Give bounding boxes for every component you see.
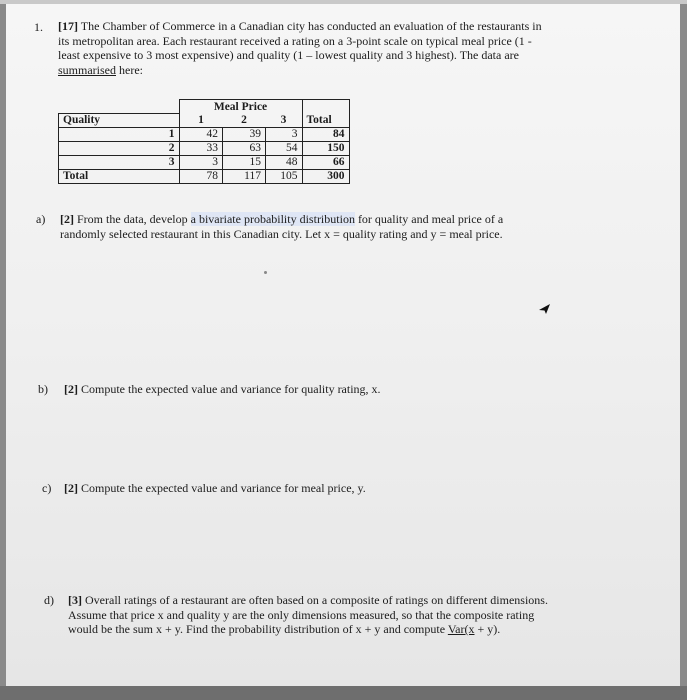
row-total: 84 (302, 127, 349, 141)
grand-total: 300 (302, 169, 349, 183)
table-row (59, 155, 350, 169)
part-a-pre: From the data, develop (74, 212, 191, 226)
part-d-label: d) (44, 593, 54, 607)
cell: 3 (179, 155, 223, 169)
bottom-edge (0, 686, 687, 700)
cell: 48 (266, 155, 303, 169)
quality-header: Quality (59, 113, 180, 127)
question-number: 1. (34, 20, 43, 34)
row-total: 66 (302, 155, 349, 169)
cell: 33 (179, 141, 223, 155)
data-table (58, 99, 350, 184)
part-c-body: Compute the expected value and variance for meal price, y. (78, 481, 366, 495)
cell: 42 (179, 127, 223, 141)
cell: 63 (223, 141, 266, 155)
row-label: 1 (59, 127, 180, 141)
row-label: 2 (59, 141, 180, 155)
part-b-points: [2] (64, 382, 78, 396)
q1-line-1 (58, 19, 618, 34)
cell: 105 (266, 169, 303, 183)
meal-price-header: Meal Price (179, 100, 302, 114)
q1-line-4-rest: here: (116, 62, 143, 77)
part-d-points: [3] (68, 593, 82, 607)
row-label: 3 (59, 155, 180, 169)
highlighted-text: a bivariate probability distribution (190, 212, 355, 226)
price-col-2: 2 (241, 113, 247, 126)
part-a-line-2: randomly selected restaurant in this Canadian city. Let x = quality rating and y = meal price. (60, 226, 503, 241)
part-d-line-1 (68, 593, 628, 608)
part-d-text (68, 593, 628, 637)
part-c-label: c) (42, 481, 52, 495)
q1-line-3: least expensive to 3 most expensive) and quality (1 – lowest quality and 3 highest). The data are (58, 48, 519, 62)
q1-line-4 (58, 63, 618, 78)
part-d-line-3 (68, 622, 628, 637)
cell: 117 (223, 169, 266, 183)
cell: 78 (179, 169, 223, 183)
part-b-body: Compute the expected value and variance for quality rating, x. (78, 382, 381, 396)
part-a-points: [2] (60, 212, 74, 226)
table-row-total (59, 169, 350, 183)
cell: 15 (223, 155, 266, 169)
total-col-header: Total (302, 113, 349, 127)
part-a-text (60, 212, 600, 241)
part-c-points: [2] (64, 481, 78, 495)
price-col-3: 3 (266, 113, 303, 127)
q1-points: [17] (58, 19, 78, 33)
part-d-line-2: Assume that price x and quality y are the only dimensions measured, so that the composite rating (68, 607, 535, 622)
cell: 54 (266, 141, 303, 155)
row-total: 150 (302, 141, 349, 155)
part-b-text (64, 382, 604, 397)
price-col-1: 1 (179, 113, 223, 127)
part-d-line-3-post: + y). (474, 622, 501, 636)
q1-underlined-word: summarised (58, 62, 116, 77)
part-b-label: b) (38, 382, 48, 396)
table-row (59, 141, 350, 155)
part-c-text (64, 481, 604, 496)
question-1-text (58, 19, 618, 77)
part-d-line-1-text: Overall ratings of a restaurant are often based on a composite of ratings on different dimensions. (82, 593, 548, 607)
mouse-cursor-icon (538, 302, 552, 316)
var-underlined: Var(x (447, 622, 475, 636)
part-a-label: a) (36, 212, 46, 226)
table-row (59, 127, 350, 141)
q1-line-2: its metropolitan area. Each restaurant received a rating on a 3-point scale on typical meal price (1 - (58, 33, 532, 48)
q1-line-1-text: The Chamber of Commerce in a Canadian city has conducted an evaluation of the restaurants in (80, 19, 542, 33)
cell: 39 (223, 127, 266, 141)
total-row-label: Total (59, 169, 180, 183)
cell: 3 (266, 127, 303, 141)
part-a-post: for quality and meal price of a (354, 212, 504, 226)
part-d-line-3-pre: would be the sum x + y. Find the probability distribution of x + y and compute (68, 622, 448, 636)
part-a-line-1 (60, 212, 600, 227)
speck (264, 271, 267, 274)
